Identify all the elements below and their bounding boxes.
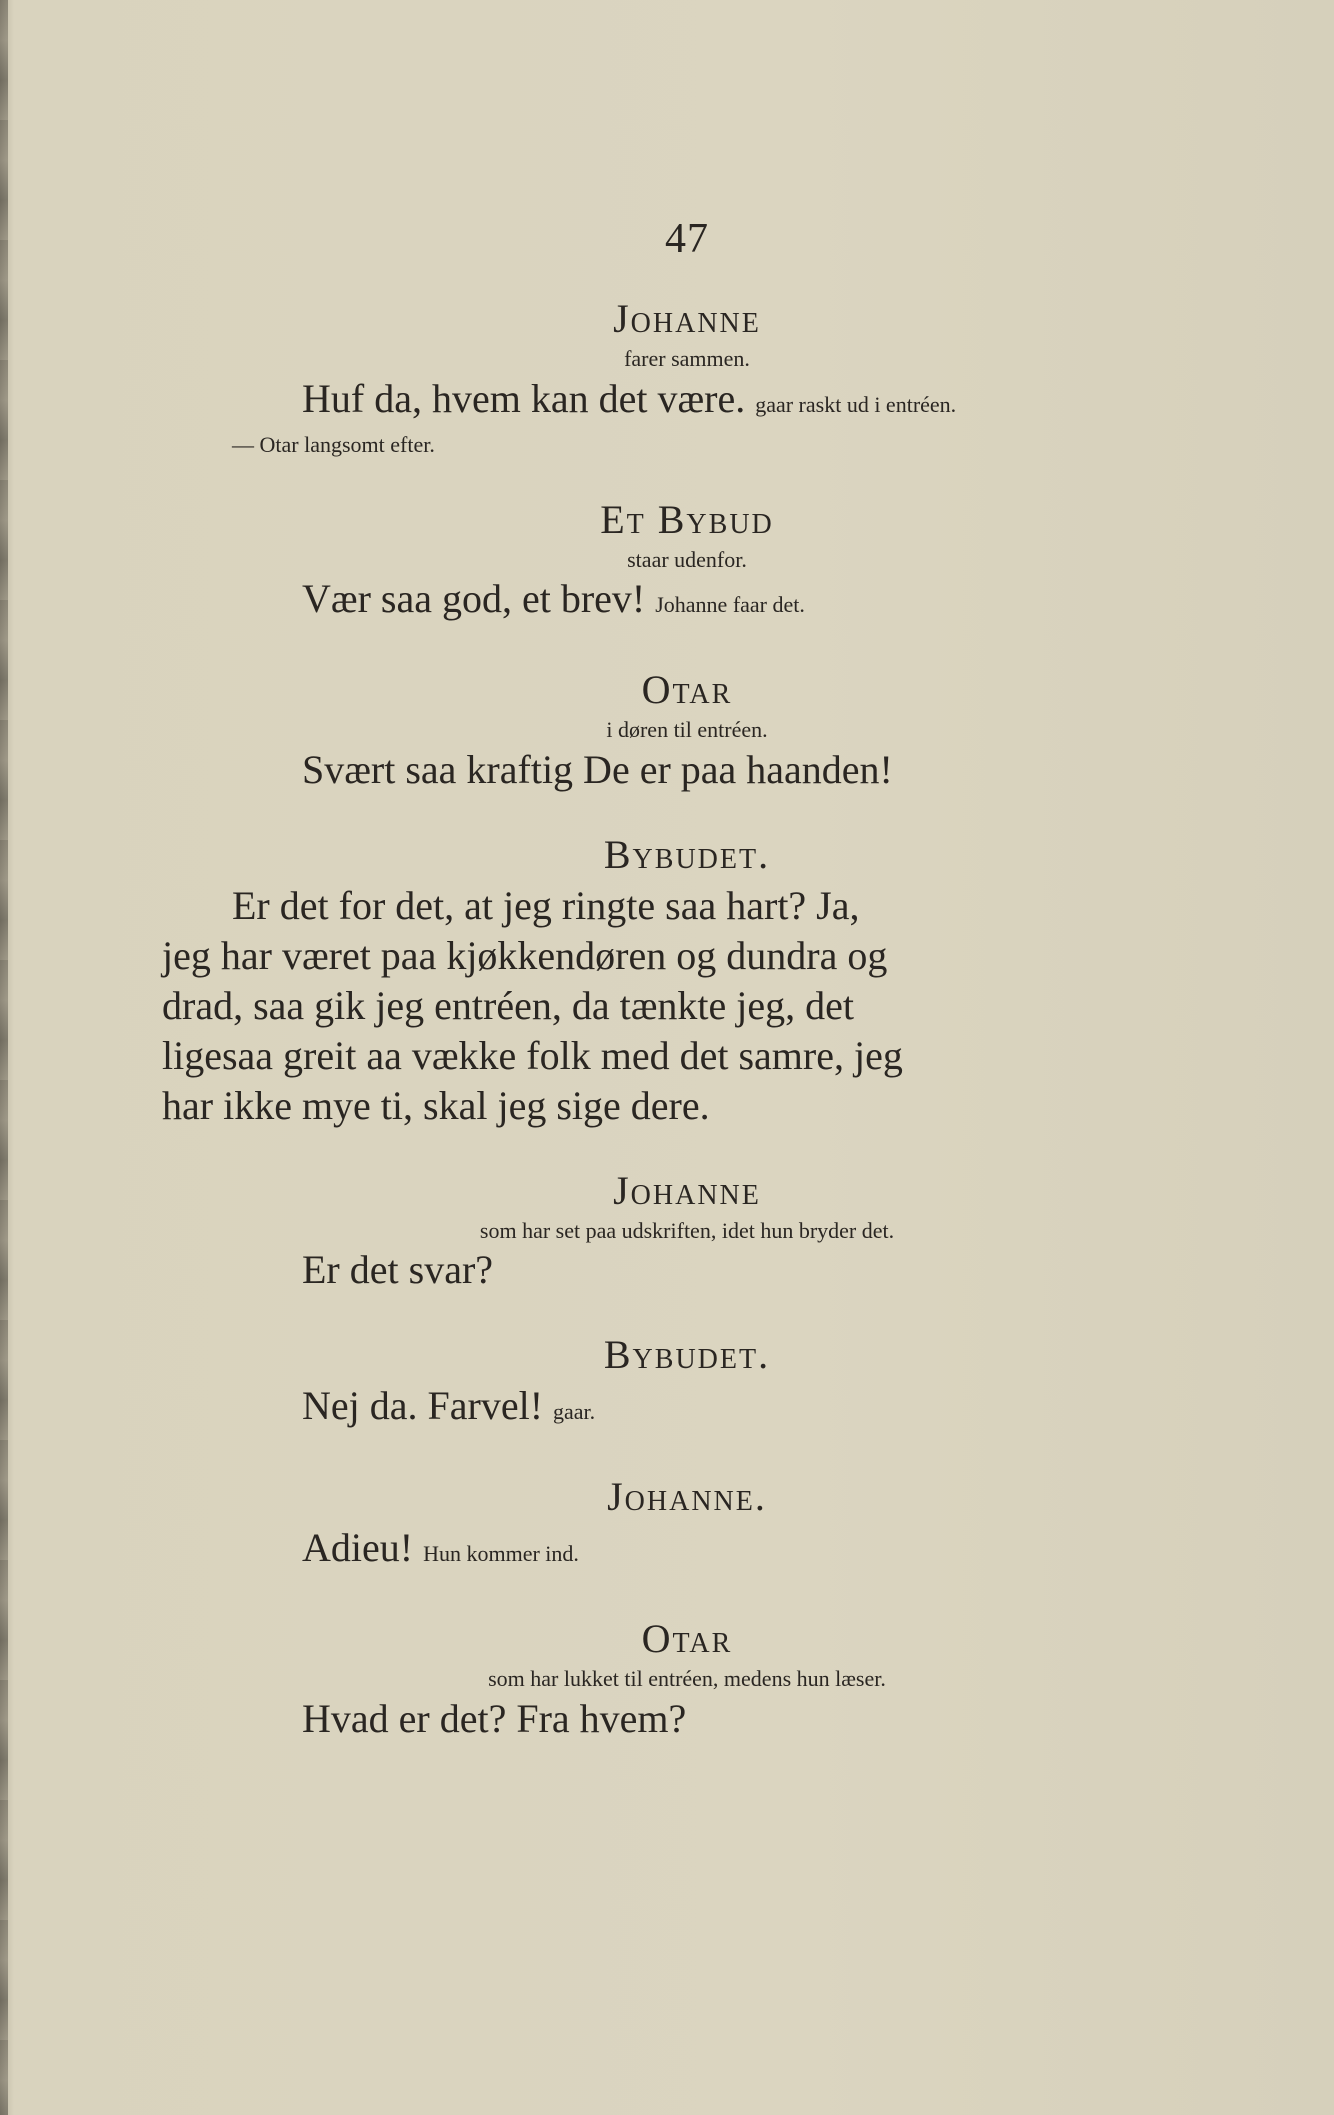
speaker-name: Bybudet.: [603, 831, 771, 877]
paragraph-line: har ikke mye ti, skal jeg sige dere.: [162, 1082, 710, 1128]
dialogue-block-otar-1: [232, 668, 1142, 795]
spoken-line: [232, 745, 1142, 795]
spoken-text: Vær saa god, et brev!: [302, 576, 646, 622]
spoken-paragraph: [162, 881, 1142, 1131]
speaker-name: Et Bybud: [600, 496, 774, 542]
spoken-line: [232, 1245, 1142, 1295]
dialogue-block-bybudet-2: [232, 1333, 1142, 1437]
dialogue-block-johanne-1: [232, 297, 1142, 460]
text-block: [162, 215, 1142, 1782]
inline-stage-direction: gaar raskt ud i entréen.: [755, 391, 957, 417]
speaker-name: Otar: [641, 667, 733, 713]
spoken-text: Er det svar?: [302, 1247, 494, 1293]
paragraph-line: drad, saa gik jeg entréen, da tænkte jeg, det: [162, 982, 854, 1028]
dialogue-block-et-bybud: [232, 498, 1142, 631]
spoken-text: Svært saa kraftig De er paa haanden!: [302, 746, 893, 792]
spoken-text: Huf da, hvem kan det være.: [302, 375, 746, 421]
spoken-text: Adieu!: [302, 1525, 414, 1571]
spoken-line: [232, 374, 1142, 430]
stage-direction: farer sammen.: [624, 346, 750, 371]
inline-stage-direction: gaar.: [553, 1399, 596, 1425]
spoken-line: [232, 1523, 1142, 1579]
stage-direction: staar udenfor.: [627, 546, 747, 572]
dialogue-block-bybudet-1: [162, 831, 1142, 1131]
paragraph-line: Er det for det, at jeg ringte saa hart? Ja,: [232, 882, 860, 928]
speaker-name: Otar: [641, 1616, 733, 1662]
dialogue-block-johanne-3: [232, 1475, 1142, 1579]
dialogue-block-johanne-2: [232, 1169, 1142, 1296]
speaker-name: Johanne.: [607, 1474, 767, 1520]
speaker-name: Bybudet.: [603, 1332, 771, 1378]
stage-direction-continuation: — Otar langsomt efter.: [232, 431, 435, 457]
stage-direction: i døren til entréen.: [606, 717, 768, 743]
page-number: 47: [665, 216, 709, 262]
paragraph-line: jeg har været paa kjøkkendøren og dundra og: [162, 932, 888, 978]
paragraph-line: ligesaa greit aa vække folk med det samre, jeg: [162, 1032, 903, 1078]
spoken-text: Hvad er det? Fra hvem?: [302, 1695, 687, 1741]
spoken-line: [232, 574, 1142, 630]
spoken-text: Nej da. Farvel!: [302, 1383, 544, 1429]
speaker-name: Johanne: [613, 1167, 761, 1213]
speaker-name: Johanne: [613, 296, 761, 341]
dialogue-block-otar-2: [232, 1617, 1142, 1744]
spoken-line: [232, 1694, 1142, 1744]
stage-direction: som har set paa udskriften, idet hun bryder det.: [479, 1217, 895, 1243]
inline-stage-direction: Johanne faar det.: [655, 592, 805, 618]
binding-edge: [0, 0, 8, 2115]
spoken-line: [232, 1381, 1142, 1437]
stage-direction: som har lukket til entréen, medens hun læser.: [488, 1666, 886, 1692]
inline-stage-direction: Hun kommer ind.: [423, 1541, 579, 1567]
